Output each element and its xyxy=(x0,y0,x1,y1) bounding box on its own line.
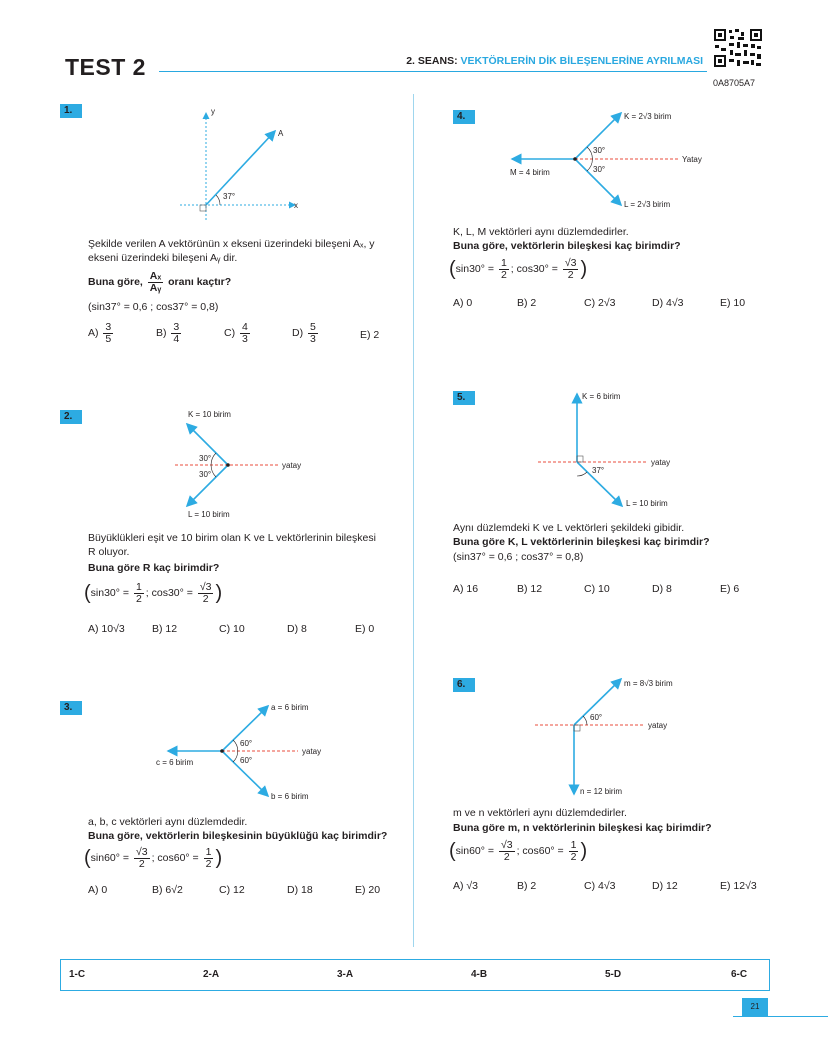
q6-m-label: m = 8√3 birim xyxy=(624,679,673,688)
q2-choices xyxy=(88,623,405,635)
answer-key-item: 2-A xyxy=(203,969,220,980)
q2-question: Buna göre R kaç birimdir? xyxy=(88,562,220,574)
question-number-4: 4. xyxy=(453,110,475,124)
page-number: 21 xyxy=(742,998,768,1016)
q6-choices xyxy=(453,880,780,892)
q5-choice-d[interactable]: D) 8 xyxy=(652,583,672,595)
q2-choice-c[interactable]: C) 10 xyxy=(219,623,245,635)
q1-choice-e[interactable]: E) 2 xyxy=(360,329,380,341)
q3-choice-c[interactable]: C) 12 xyxy=(219,884,245,896)
q5-angle-label: 37° xyxy=(592,466,605,475)
q4-choice-a[interactable]: A) 0 xyxy=(453,297,473,309)
q5-horizontal-label: yatay xyxy=(651,458,671,467)
q1-text-line2: ekseni üzerindeki bileşeni Aᵧ dir. xyxy=(88,252,238,264)
q1-text xyxy=(88,237,408,265)
page-footer-rule xyxy=(733,1016,828,1017)
q1-figure xyxy=(170,105,310,225)
q2-figure xyxy=(170,405,340,523)
q2-text-line2: R oluyor. xyxy=(88,546,130,558)
q1-given: (sin37° = 0,6 ; cos37° = 0,8) xyxy=(88,301,219,313)
header-rule xyxy=(159,71,707,72)
column-divider xyxy=(413,94,414,947)
q6-figure xyxy=(530,672,720,800)
q6-choice-a[interactable]: A) √3 xyxy=(453,880,479,892)
q3-b-label: b = 6 birim xyxy=(271,792,309,801)
question-number-3: 3. xyxy=(60,701,82,715)
q5-choice-a[interactable]: A) 16 xyxy=(453,583,479,595)
q3-choice-d[interactable]: D) 18 xyxy=(287,884,313,896)
q3-choice-a[interactable]: A) 0 xyxy=(88,884,108,896)
question-number-6: 6. xyxy=(453,678,475,692)
q4-k-label: K = 2√3 birim xyxy=(624,112,672,121)
session-title xyxy=(406,55,703,67)
q4-choice-b[interactable]: B) 2 xyxy=(517,297,537,309)
q1-angle-label: 37° xyxy=(223,192,236,201)
q3-choice-b[interactable]: B) 6√2 xyxy=(152,884,183,896)
q3-horizontal-label: yatay xyxy=(302,747,322,756)
q4-choice-e[interactable]: E) 10 xyxy=(720,297,746,309)
q3-choices xyxy=(88,884,405,896)
q4-choice-c[interactable]: C) 2√3 xyxy=(584,297,616,309)
q5-choice-c[interactable]: C) 10 xyxy=(584,583,610,595)
q6-choice-e[interactable]: E) 12√3 xyxy=(720,880,757,892)
q4-choices xyxy=(453,297,770,309)
q6-horizontal-label: yatay xyxy=(648,721,668,730)
q2-text-line1: Büyüklükleri eşit ve 10 birim olan K ve L vektörlerinin bileşkesi xyxy=(88,532,376,544)
answer-key-item: 6-C xyxy=(731,969,748,980)
q6-angle-label: 60° xyxy=(590,713,603,722)
q4-l-label: L = 2√3 birim xyxy=(624,200,671,209)
q2-k-label: K = 10 birim xyxy=(188,410,231,419)
q1-text-line1: Şekilde verilen A vektörünün x ekseni üzerindeki bileşeni Aₓ, y xyxy=(88,238,375,250)
q4-choice-d[interactable]: D) 4√3 xyxy=(652,297,684,309)
q2-choice-d[interactable]: D) 8 xyxy=(287,623,307,635)
q5-given: (sin37° = 0,6 ; cos37° = 0,8) xyxy=(453,551,584,563)
q5-question: Buna göre K, L vektörlerinin bileşkesi kaç birimdir? xyxy=(453,536,710,548)
qr-code-text: 0A8705A7 xyxy=(713,78,756,88)
q3-given: (sin60° = $\frac{√3}{2}$ ; cos60° = $\frac{1}{2}$ ) xyxy=(84,845,223,870)
q3-a-label: a = 6 birim xyxy=(271,703,309,712)
q1-x-label: x xyxy=(294,201,298,210)
test-title: TEST 2 xyxy=(65,54,146,80)
q4-angle1-label: 30° xyxy=(593,146,606,155)
q3-angle1-label: 60° xyxy=(240,739,253,748)
q4-text: K, L, M vektörleri aynı düzlemdedirler. xyxy=(453,226,629,238)
q3-angle2-label: 60° xyxy=(240,756,253,765)
q1-vector-label: A xyxy=(278,129,284,138)
q1-choice-b[interactable]: B) $\frac{3}{4}$ xyxy=(156,321,180,345)
q6-text: m ve n vektörleri aynı düzlemdedirler. xyxy=(453,807,627,819)
q6-n-label: n = 12 birim xyxy=(580,787,623,796)
q2-choice-b[interactable]: B) 12 xyxy=(152,623,178,635)
q5-choice-b[interactable]: B) 12 xyxy=(517,583,543,595)
question-number-5: 5. xyxy=(453,391,475,405)
q2-angle1-label: 30° xyxy=(199,454,212,463)
q2-text xyxy=(88,531,408,559)
q5-figure xyxy=(530,388,700,513)
qr-code-icon[interactable] xyxy=(713,28,763,68)
q1-question-suffix: oranı kaçtır? xyxy=(168,276,232,288)
q2-given: (sin30° = $\frac{1}{2}$ ; cos30° = $\frac{√3}{2}$ ) xyxy=(84,580,223,605)
q3-figure xyxy=(150,695,350,807)
q5-l-label: L = 10 birim xyxy=(626,499,668,508)
answer-key-item: 3-A xyxy=(337,969,354,980)
q3-question: Buna göre, vektörlerin bileşkesinin büyüklüğü kaç birimdir? xyxy=(88,830,388,842)
q1-choices xyxy=(88,322,428,348)
answer-key-item: 4-B xyxy=(471,969,488,980)
q3-c-label: c = 6 birim xyxy=(156,758,194,767)
session-topic: VEKTÖRLERİN DİK BİLEŞENLERİNE AYRILMASI xyxy=(460,55,703,67)
q4-question: Buna göre, vektörlerin bileşkesi kaç birimdir? xyxy=(453,240,681,252)
q1-choice-c[interactable]: C) $\frac{4}{3}$ xyxy=(224,321,248,345)
answer-key xyxy=(60,959,770,991)
q2-choice-a[interactable]: A) 10√3 xyxy=(88,623,125,635)
q1-question-prefix: Buna göre, xyxy=(88,276,143,288)
q1-ratio-num: Aₓ xyxy=(149,269,162,282)
q5-choices xyxy=(453,583,770,595)
q6-given: (sin60° = $\frac{√3}{2}$ ; cos60° = $\frac{1}{2}$ ) xyxy=(449,838,588,863)
q4-horizontal-label: Yatay xyxy=(682,155,702,164)
q4-figure xyxy=(490,104,720,214)
q2-angle2-label: 30° xyxy=(199,470,212,479)
question-number-2: 2. xyxy=(60,410,82,424)
q1-choice-a[interactable]: A) $\frac{3}{5}$ xyxy=(88,321,112,345)
q3-text: a, b, c vektörleri aynı düzlemdedir. xyxy=(88,816,248,828)
q1-question xyxy=(88,268,408,296)
answer-key-item: 5-D xyxy=(605,969,622,980)
q2-choice-e[interactable]: E) 0 xyxy=(355,623,375,635)
q4-m-label: M = 4 birim xyxy=(510,168,550,177)
q2-l-label: L = 10 birim xyxy=(188,510,230,519)
q5-text: Aynı düzlemdeki K ve L vektörleri şekildeki gibidir. xyxy=(453,522,685,534)
q5-choice-e[interactable]: E) 6 xyxy=(720,583,740,595)
answer-key-item: 1-C xyxy=(69,969,86,980)
q5-k-label: K = 6 birim xyxy=(582,392,621,401)
q1-y-label: y xyxy=(211,107,215,116)
q2-horizontal-label: yatay xyxy=(282,461,302,470)
q6-choice-c[interactable]: C) 4√3 xyxy=(584,880,616,892)
q6-choice-b[interactable]: B) 2 xyxy=(517,880,537,892)
q4-given: (sin30° = $\frac{1}{2}$ ; cos30° = $\frac{√3}{2}$ ) xyxy=(449,256,588,281)
q4-angle2-label: 30° xyxy=(593,165,606,174)
q6-choice-d[interactable]: D) 12 xyxy=(652,880,678,892)
q1-choice-d[interactable]: D) $\frac{5}{3}$ xyxy=(292,321,316,345)
q1-ratio-den: Aᵧ xyxy=(149,281,162,294)
q6-question: Buna göre m, n vektörlerinin bileşkesi kaç birimdir? xyxy=(453,822,712,834)
q1-ratio xyxy=(148,271,163,294)
question-number-1: 1. xyxy=(60,104,82,118)
page-header xyxy=(65,38,765,88)
q3-choice-e[interactable]: E) 20 xyxy=(355,884,381,896)
session-label: 2. SEANS: xyxy=(406,55,458,67)
